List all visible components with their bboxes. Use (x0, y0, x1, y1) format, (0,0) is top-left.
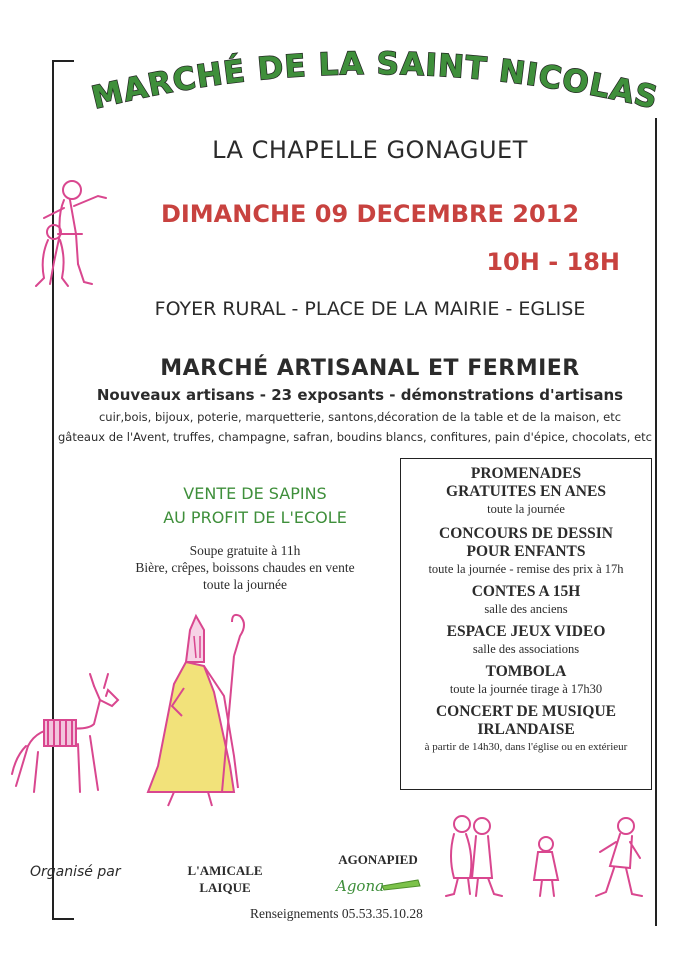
jeux-heading: ESPACE JEUX VIDEO (446, 623, 606, 640)
frame-bottom-corner (52, 918, 74, 920)
dessin-heading-1: CONCOURS DE DESSIN (439, 525, 613, 542)
concert-heading-2: IRLANDAISE (477, 721, 575, 738)
activities-box (400, 458, 652, 790)
jeux-detail: salle des associations (472, 642, 580, 656)
concert-detail: à partir de 14h30, dans l'église ou en extérieur (424, 741, 628, 753)
agona-logo-text: Agona (336, 877, 385, 895)
event-location: FOYER RURAL - PLACE DE LA MAIRIE - EGLISE (154, 298, 586, 320)
food-line-2: Bière, crêpes, boissons chaudes en vente (135, 560, 355, 575)
activity-tombola (401, 663, 651, 697)
tree-sale-notice (120, 482, 390, 530)
svg-text:MARCHÉ DE LA SAINT NICOLAS (88, 46, 661, 117)
tombola-detail: toute la journée tirage à 17h30 (449, 682, 603, 696)
activity-drawing-contest (401, 525, 651, 577)
promenades-heading-2: GRATUITES EN ANES (446, 483, 606, 500)
agonapied-organizer: AGONAPIED (338, 852, 418, 867)
promenades-heading-1: PROMENADES (470, 465, 582, 482)
walkers-sketch-illustration (440, 806, 650, 906)
poster-title (60, 40, 680, 120)
title-text: MARCHÉ DE LA SAINT NICOLAS (88, 45, 662, 117)
organised-by-label: Organisé par (30, 864, 121, 880)
tree-sale-line-1: VENTE DE SAPINS (183, 484, 327, 503)
event-hours: 10H - 18H (486, 248, 620, 276)
market-products-line-2: gâteaux de l'Avent, truffes, champagne, safran, boudins blancs, confitures, pain d'épice, chocolats, etc (57, 430, 652, 444)
tombola-heading: TOMBOLA (485, 663, 567, 680)
frame-right-line (655, 118, 657, 926)
promenades-detail: toute la journée (487, 502, 565, 516)
amicale-line-2: LAIQUE (199, 880, 251, 895)
amicale-laique-organizer (170, 862, 280, 896)
food-notice (100, 542, 390, 593)
market-products-line-1: cuir,bois, bijoux, poterie, marquetterie, santons,décoration de la table et de la maison, etc (98, 410, 622, 424)
food-line-3: toute la journée (203, 577, 287, 592)
event-date: DIMANCHE 09 DECEMBRE 2012 (160, 200, 580, 228)
children-sketch-illustration (14, 174, 110, 294)
activity-concert (401, 703, 651, 755)
contact-info: Renseignements 05.53.35.10.28 (250, 906, 423, 921)
activity-storytelling (401, 583, 651, 617)
tree-sale-line-2: AU PROFIT DE L'ECOLE (163, 508, 347, 527)
market-heading: MARCHÉ ARTISANAL ET FERMIER (160, 356, 580, 381)
activity-video-games (401, 623, 651, 657)
village-name: LA CHAPELLE GONAGUET (212, 136, 528, 164)
amicale-line-1: L'AMICALE (187, 863, 263, 878)
dessin-heading-2: POUR ENFANTS (466, 543, 586, 560)
agona-logo (332, 870, 424, 898)
contes-heading: CONTES A 15H (471, 583, 581, 600)
saint-nicolas-donkey-illustration (8, 596, 258, 822)
market-artisans: Nouveaux artisans - 23 exposants - démonstrations d'artisans (96, 386, 624, 404)
concert-heading-1: CONCERT DE MUSIQUE (435, 703, 617, 720)
contes-detail: salle des anciens (484, 602, 568, 616)
activity-promenades (401, 465, 651, 517)
food-line-1: Soupe gratuite à 11h (189, 543, 301, 558)
dessin-detail: toute la journée - remise des prix à 17h (428, 562, 624, 576)
